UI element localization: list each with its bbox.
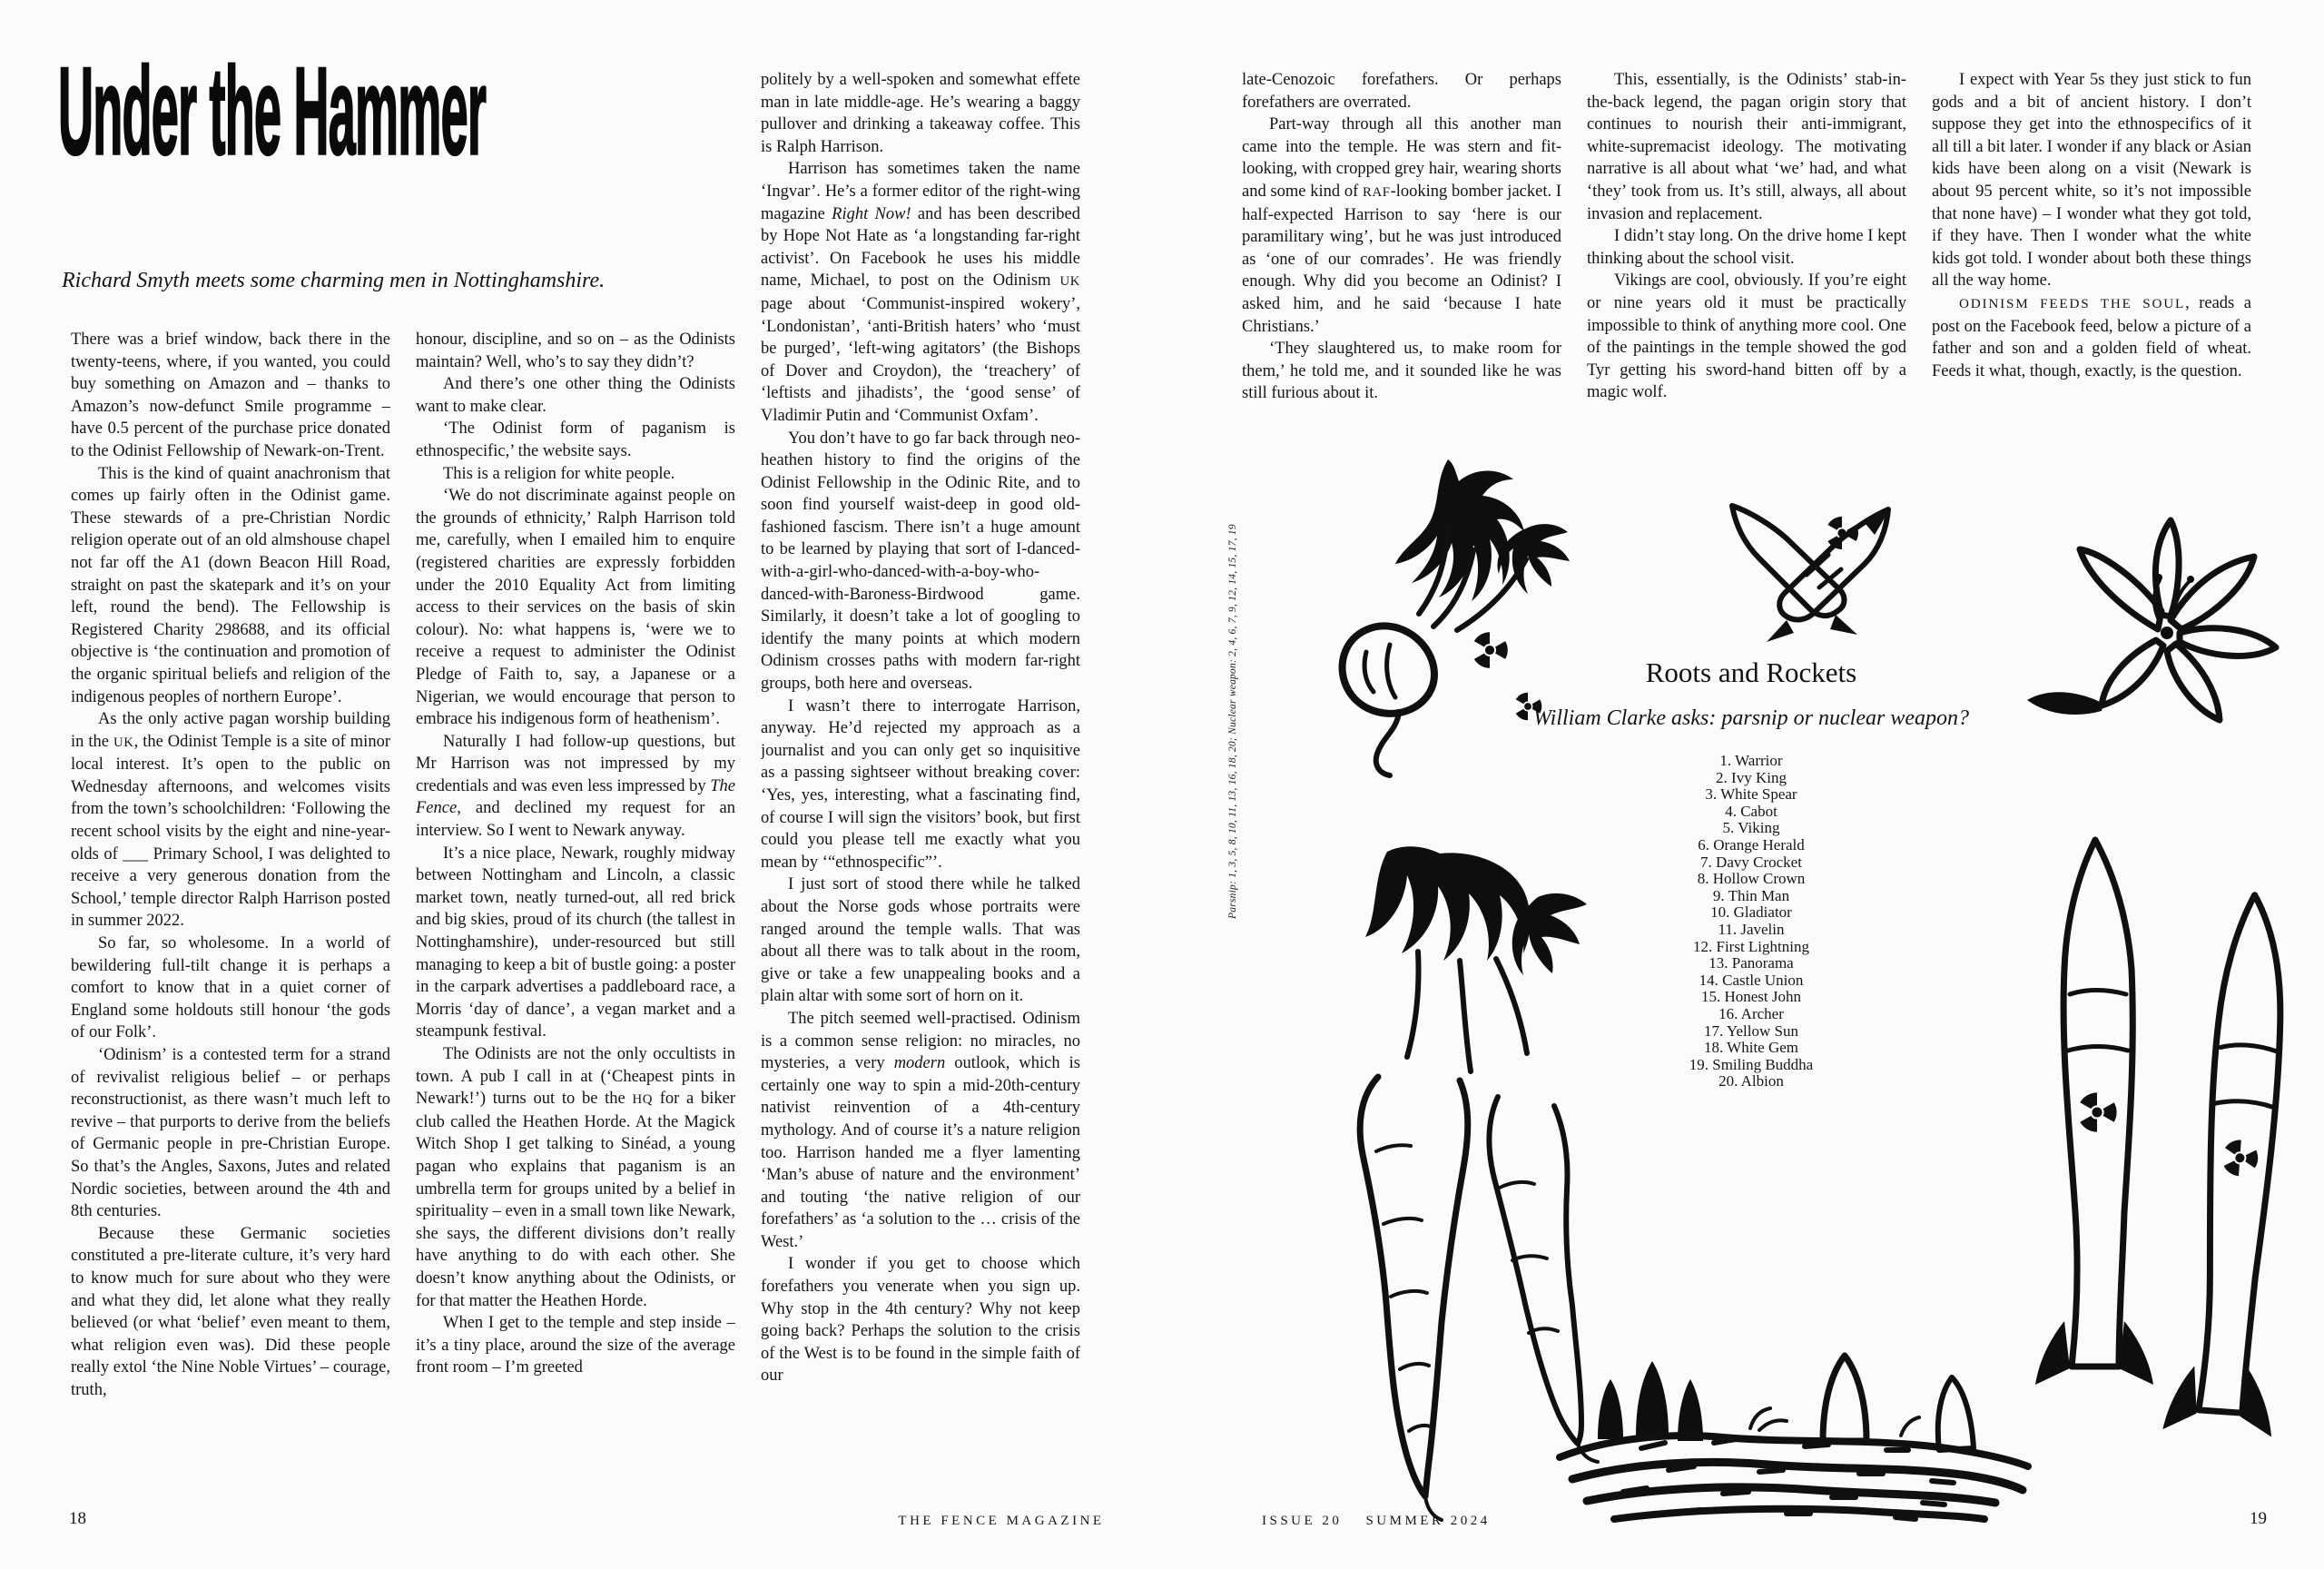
article-paragraph: So far, so wholesome. In a world of bewildering full-tilt change it is perhaps a comfort to know that in a quiet corner of England some holdouts still honour ‘the gods of our Folk’. [71, 934, 390, 1042]
quiz-item: 10. Gladiator [1710, 903, 1792, 922]
article-paragraph: I wasn’t there to interrogate Harrison, anyway. He’d rejected my approach as a journalist and you can only get so inquisitive as a passing sightseer without breaking cover: ‘Yes, yes, interesting, what a fascinating find, of course I will sign the visitors’ book, but first could you please tell me exactly what you mean by ‘“ethnospecific”’. [761, 696, 1080, 872]
quiz-item: 4. Cabot [1725, 802, 1777, 820]
article-paragraph: This, essentially, is the Odinists’ stab-in-the-back legend, the pagan origin story that continues to nourish their anti-immigrant, white-supremacist ideology. The motivating narrative is all about what ‘we’ had, and what ‘they’ took from us. It’s still, always, all about invasion and replacement. [1587, 71, 1906, 223]
article-column-2 [416, 329, 735, 1518]
article-paragraph: ‘Odinism’ is a contested term for a strand of revivalist religious belief – or perhaps reconstructionist, as there wasn’t much left to revive – that purports to derive from the beliefs of Germanic people in pre-Christian Europe. So that’s the Angles, Saxons, Jutes and related Nordic societies, between around the 4th and 8th centuries. [71, 1046, 390, 1221]
quiz-item: 11. Javelin [1718, 921, 1785, 939]
article-paragraph: It’s a nice place, Newark, roughly midway between Nottingham and Lincoln, a classic market town, neatly turned-out, all red brick and big skies, proud of its church (the tallest in Nottinghamshire), under-resourced but still managing to keep a bit of bustle going: a poster in the carpark advertises a paddleboard race, a Morris ‘day of dance’, a vegan market and a steampunk festival. [416, 844, 735, 1041]
crossed-rockets-illustration [1699, 486, 1926, 658]
article-paragraph: Part-way through all this another man came into the temple. He was stern and fit-looking, with cropped grey hair, wearing shorts and some kind of RAF-looking bomber jacket. I half-expected Harrison to say ‘here is our paramilitary wing’, but he was just introduced as ‘one of our comrades’. He was friendly enough. Why did you become an Odinist? I asked him, and he said ‘because I hate Christians.’ [1242, 115, 1561, 336]
footer-season: SUMMER 2024 [1365, 1514, 1491, 1528]
article-paragraph: Vikings are cool, obviously. If you’re eight or nine years old it must be practically impossible to think of anything more cool. One of the paintings in the temple showed the god Tyr getting his sword-hand bitten off by a magic wolf. [1587, 271, 1906, 402]
article-paragraph: ‘They slaughtered us, to make room for them,’ he told me, and it sounded like he was still furious about it. [1242, 340, 1561, 403]
quiz-item: 19. Smiling Buddha [1689, 1055, 1814, 1073]
quiz-item: 1. Warrior [1719, 752, 1783, 770]
footer-issue-info [1262, 1514, 1491, 1529]
quiz-answer-key: Parsnip: 1, 3, 5, 8, 10, 11, 13, 16, 18, 20; Nuclear weapon: 2, 4, 6, 7, 9, 12, 14, 15, 17, 19 [1227, 524, 1238, 919]
quiz-item: 15. Honest John [1700, 988, 1802, 1006]
quiz-item: 13. Panorama [1709, 954, 1794, 972]
quiz-item: 8. Hollow Crown [1697, 870, 1806, 888]
article-paragraph: The Odinists are not the only occultists in town. A pub I call in at (‘Cheapest pints in Newark!’) turns out to be the HQ for a biker club called the Heathen Horde. At the Magick Witch Shop I get talking to Sinéad, a young pagan who explains that paganism is an umbrella term for groups united by a belief in spirituality – even in a small town like Newark, she says, the different divisions don’t really have anything to do with each other. She doesn’t know anything about the Odinists, or for that matter the Heathen Horde. [416, 1045, 735, 1310]
lily-flower-illustration [1993, 495, 2301, 740]
article-column-1 [71, 329, 390, 1518]
article-paragraph: I didn’t stay long. On the drive home I kept thinking about the school visit. [1587, 227, 1906, 268]
soil-bed-with-warheads-illustration [1532, 1285, 2050, 1534]
footer-issue-number: ISSUE 20 [1262, 1514, 1343, 1528]
article-paragraph: ODINISM FEEDS THE SOUL, reads a post on the Facebook feed, below a picture of a father and son and a golden field of wheat. Feeds it what, though, exactly, is the question. [1932, 293, 2251, 380]
article-paragraph: I wonder if you get to choose which forefathers you venerate when you sign up. Why stop in the 4th century? Why not keep going back? Perhaps the solution to the crisis of the West is to be found in the simple faith of our [761, 1255, 1080, 1386]
article-paragraph: late-Cenozoic forefathers. Or perhaps forefathers are overrated. [1242, 71, 1561, 112]
quiz-item: 5. Viking [1722, 819, 1780, 837]
article-paragraph: You don’t have to go far back through neo-heathen history to find the origins of the Odinist Fellowship in the Odinic Rite, and to soon find yourself waist-deep in good old-fashioned fascism. There isn’t a huge amount to be learned by playing that sort of I-danced-with-a-girl-who-danced-with-a-boy-who-danced-with-Baroness-Birdwood game. Similarly, it doesn’t take a lot of googling to identify the many points at which modern Odinism crosses paths with modern far-right groups, both here and overseas. [761, 429, 1080, 694]
article-paragraph: There was a brief window, back there in the twenty-teens, where, if you wanted, you could buy something on Amazon and – thanks to Amazon’s now-defunct Smile programme – have 0.5 percent of the purchase price donated to the Odinist Fellowship of Newark-on-Trent. [71, 331, 390, 460]
article-standfirst: Richard Smyth meets some charming men in Nottinghamshire. [62, 269, 606, 292]
article-column-4 [1242, 69, 1561, 487]
quiz-item: 2. Ivy King [1716, 768, 1787, 786]
page-number-left: 18 [69, 1509, 86, 1528]
article-paragraph: I just sort of stood there while he talked about the Norse gods whose portraits were ranged around the temple walls. That was about all there was to talk about in the room, give or take a few unappealing books and a plain altar with some sort of horn on it. [761, 875, 1080, 1006]
article-paragraph: When I get to the temple and step inside – it’s a tiny place, around the size of the average front room – I’m greeted [416, 1314, 735, 1377]
quiz-item: 14. Castle Union [1699, 971, 1804, 989]
quiz-item: 3. White Spear [1705, 785, 1797, 804]
article-column-5 [1587, 69, 1906, 496]
standing-missiles-illustration [2017, 813, 2308, 1521]
quiz-item: 18. White Gem [1703, 1039, 1799, 1057]
article-paragraph: honour, discipline, and so on – as the Odinists maintain? Well, who’s to say they didn’t? [416, 331, 735, 371]
footer-magazine-name: THE FENCE MAGAZINE [898, 1514, 1105, 1528]
quiz-item: 7. Davy Crocket [1700, 853, 1802, 871]
article-paragraph: This is a religion for white people. [443, 464, 675, 483]
article-paragraph: And there’s one other thing the Odinists want to make clear. [416, 375, 735, 416]
quiz-item: 9. Thin Man [1712, 886, 1790, 904]
quiz-item: 16. Archer [1718, 1005, 1784, 1022]
article-paragraph: Because these Germanic societies constituted a pre-literate culture, it’s very hard to know much for sure about who they were and what they did, let alone what they really believed (or what ‘belief’ even meant to them, what religion even was). Did these people really extol ‘the Nine Noble Virtues’ – courage, truth, [71, 1224, 390, 1399]
article-paragraph: politely by a well-spoken and somewhat effete man in late middle-age. He’s wearing a baggy pullover and drinking a takeaway coffee. This is Ralph Harrison. [761, 71, 1080, 156]
article-paragraph: This is the kind of quaint anachronism that comes up fairly often in the Odinist game. These stewards of a pre-Christian Nordic religion operate out of an old almshouse chapel not far off the A1 (down Beacon Hill Road, straight on past the skatepark and it’s on your left, round the bend). The Fellowship is Registered Charity 298688, and its official objective is ‘the continuation and promotion of the organic spiritual beliefs and religion of the indigenous peoples of northern Europe’. [71, 464, 390, 706]
quiz-item: 17. Yellow Sun [1704, 1021, 1798, 1040]
page-number-right: 19 [2250, 1509, 2267, 1528]
article-paragraph: I expect with Year 5s they just stick to fun gods and a bit of ancient history. I don’t suppose they get into the ethnospecifics of it all till a bit later. I wonder if any black or Asian kids have been along on a visit (Newark is about 95 percent white, so it’s not impossible that none have) – I wonder what they got told, if they have. Then I wonder what the white kids got told. I wonder about both these things all the way home. [1932, 71, 2251, 291]
quiz-item: 20. Albion [1718, 1072, 1784, 1090]
quiz-item: 6. Orange Herald [1698, 836, 1805, 854]
quiz-item: 12. First Lightning [1693, 937, 1809, 955]
article-column-3 [761, 69, 1080, 1508]
article-title: Under the Hammer [58, 41, 487, 181]
radish-with-radiation-marks-illustration [1312, 441, 1593, 782]
article-paragraph: Harrison has sometimes taken the name ‘Ingvar’. He’s a former editor of the right-wing magazine Right Now! and has been described by Hope Not Hate as ‘a longstanding far-right activist’. On Facebook he uses his middle name, Michael, to post on the Odinism UK page about ‘Communist-inspired wokery’, ‘Londonistan’, ‘anti-British haters’ who ‘must be purged’, ‘left-wing agitators’ (the Bishops of Dover and Croydon), the ‘treachery’ of ‘leftists and jihadists’, the ‘good sense’ of Vladimir Putin and ‘Communist Oxfam’. [761, 160, 1080, 425]
article-paragraph: As the only active pagan worship building in the UK, the Odinist Temple is a site of minor local interest. It’s open to the public on Wednesday afternoons, and welcomes visits from the town’s schoolchildren: ‘Following the recent school visits by the eight and nine-year-olds of ___ Primary School, I was delighted to receive a very generous donation from the School,’ temple director Ralph Harrison posted in summer 2022. [71, 710, 390, 931]
feature-title: Roots and Rockets [1645, 656, 1857, 688]
article-paragraph: ‘We do not discriminate against people on the grounds of ethnicity,’ Ralph Harrison told me, carefully, when I emailed him to enquire (registered charities are expressly forbidden under the 2010 Equality Act from limiting access to their services on the basis of skin colour). No: what happens is, ‘were we to receive a request to administer the Odinist Pledge of Faith to, say, a Japanese or a Nigerian, we would encourage that person to embrace his indigenous form of heathenism’. [416, 487, 735, 729]
feature-question: William Clarke asks: parsnip or nuclear weapon? [1533, 706, 1969, 731]
article-paragraph: The pitch seemed well-practised. Odinism is a common sense religion: no miracles, no mysteries, a very modern outlook, which is certainly one way to spin a mid-20th-century nativist reinvention of a 4th-century mythology. And of course it’s a nature religion too. Harrison handed me a flyer lamenting ‘Man’s abuse of nature and the environment’ and touting ‘the native religion of our forefathers’ as ‘a solution to the … crisis of the West.’ [761, 1009, 1080, 1251]
article-paragraph: Naturally I had follow-up questions, but Mr Harrison was not impressed by my credentials and was even less impressed by The Fence, and declined my request for an interview. So I went to Newark anyway. [416, 732, 735, 841]
article-paragraph: ‘The Odinist form of paganism is ethnospecific,’ the website says. [416, 419, 735, 460]
